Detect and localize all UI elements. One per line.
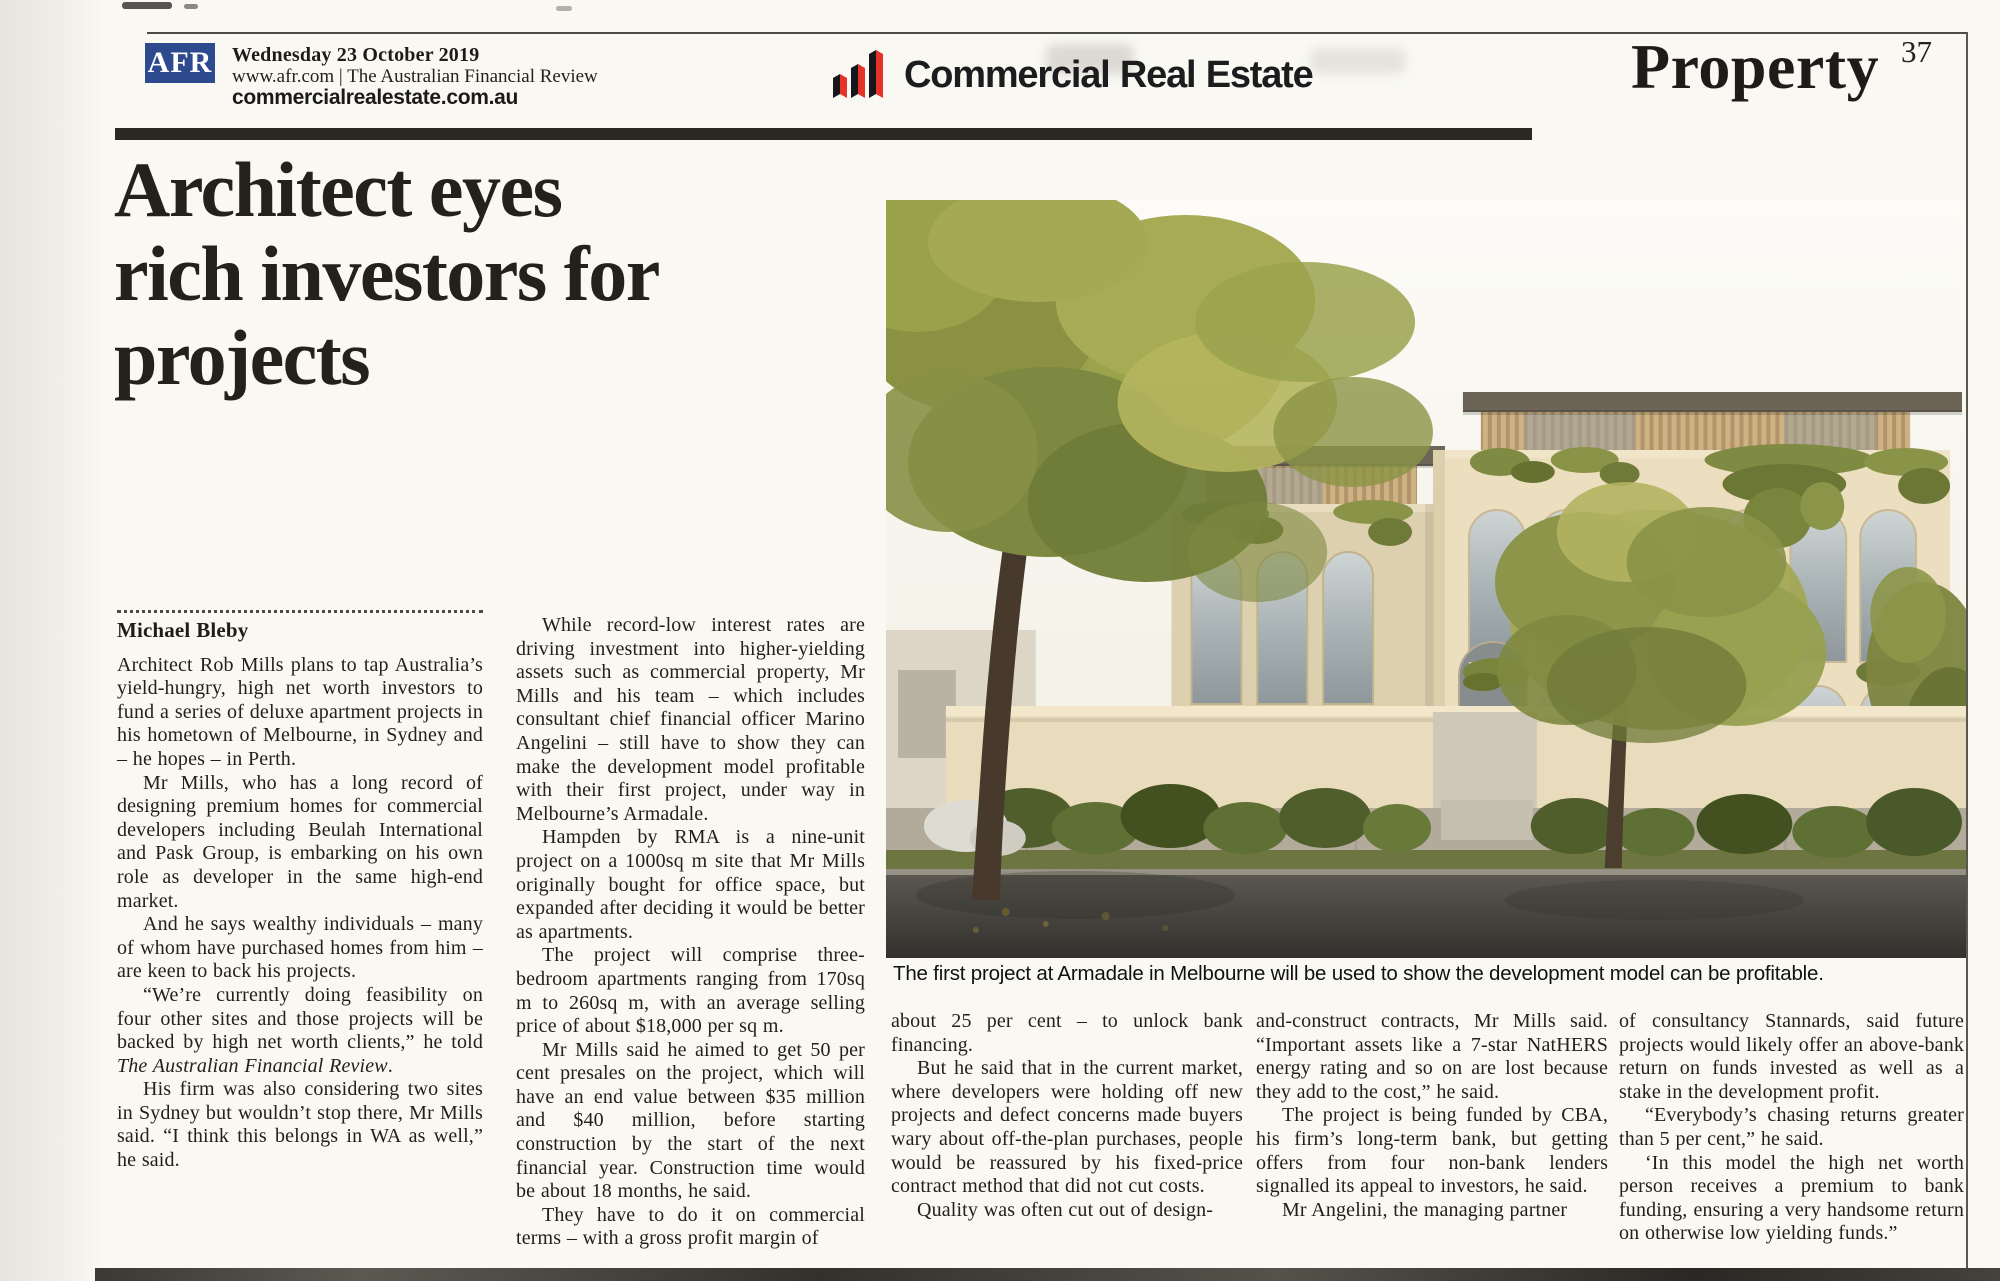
photo-caption: The first project at Armadale in Melbourne will be used to show the development model can be profitable. [893,962,1824,985]
body-paragraph: Mr Mills, who has a long record of designing premium homes for commercial developers including Beulah International and Pask Group, is embarking on his own role as developer in the same high-end market. [117,771,483,912]
cre-wordmark: Commercial Real Estate [904,53,1313,96]
byline: Michael Bleby [117,618,249,642]
masthead-site-url: commercialrealestate.com.au [232,86,519,109]
byline-block [117,610,483,644]
column-1 [117,610,483,1173]
scan-left-edge [0,0,104,1281]
body-paragraph: of consultancy Stannards, said future projects would likely offer an above-bank return on funds invested as well as a stake in the development profit. [1619,1010,1964,1103]
body-paragraph: The project is being funded by CBA, his firm’s long-term bank, but getting offers from four non-bank lenders signalled its appeal to investors, he said. [1256,1104,1608,1198]
body-paragraph: “Everybody’s chasing returns greater than 5 per cent,” he said. [1619,1104,1964,1150]
masthead-publication: www.afr.com | The Australian Financial Review [232,66,598,87]
publication-name-italic: The Australian Financial Review [117,1054,388,1077]
body-paragraph: Mr Angelini, the managing partner [1282,1198,1568,1221]
paragraph-text: “We’re currently doing feasibility on four other sites and those projects will be backed by high net worth clients,” he told [117,983,483,1054]
scan-bottom-edge [95,1268,2000,1281]
body-paragraph: about 25 per cent – to unlock bank financing. [891,1010,1243,1056]
body-paragraph: and-construct contracts, Mr Mills said. “Important assets like a 7-star NatHERS energy rating and so on are lost because they add to the cost,” he said. [1256,1010,1608,1103]
headline-rule [115,128,1532,140]
body-paragraph: Mr Mills said he aimed to get 50 per cent presales on the project, which will have an end value between $35 million and $40 million, before starting construction by the start of the next financial year. Construction time would be about 18 months, he said. [516,1038,865,1203]
column-4 [1256,1010,1608,1222]
scan-artifact [556,6,572,11]
commercial-real-estate-logo [828,46,1313,100]
column-5 [1619,1010,1964,1246]
bar-chart-logo-icon [828,46,892,100]
body-paragraph: Hampden by RMA is a nine-unit project on a 1000sq m site that Mr Mills originally bought for office space, but expanded after deciding it would be better as apartments. [516,826,865,943]
article-photo [886,200,1966,958]
body-paragraph: The project will comprise three-bedroom apartments ranging from 170sq m to 260sq m, with an average selling price of about $18,000 per sq m. [516,944,865,1038]
scan-artifact [122,2,172,9]
column-3 [891,1010,1243,1222]
headline: Architect eyes rich investors for projects [114,146,658,401]
body-paragraph: Quality was often cut out of design- [917,1198,1214,1221]
body-paragraph: But he said that in the current market, where developers were holding off new projects and defect concerns made buyers wary about off-the-plan purchases, people would be reassured by his fixed-price contract method that did not cut costs. [891,1057,1243,1198]
afr-logo: AFR [145,43,215,83]
body-paragraph: ‘In this model the high net worth person receives a premium to bank funding, ensuring a very handsome return on otherwise low yielding funds.” [1619,1151,1964,1245]
body-paragraph [117,984,483,1078]
body-paragraph: And he says wealthy individuals – many of whom have purchased homes from him – are keen to back his projects. [117,913,483,983]
body-paragraph: His firm was also considering two sites in Sydney but wouldn’t stop there, Mr Mills said. “I think this belongs in WA as well,” he said. [117,1078,483,1172]
section-title: Property [1631,31,1880,102]
masthead-date: Wednesday 23 October 2019 [232,44,480,66]
street-and-garden [886,706,1966,958]
column-2 [516,614,865,1251]
paragraph-text: . [387,1054,393,1077]
page-number: 37 [1901,34,1932,69]
scan-artifact [184,4,198,9]
body-paragraph: Architect Rob Mills plans to tap Australia’s yield-hungry, high net worth investors to fund a series of deluxe apartment projects in his hometown of Melbourne, in Sydney and – he hopes – in Perth. [117,653,483,770]
body-paragraph: While record-low interest rates are driving investment into higher-yielding assets such as commercial property, Mr Mills and his team – which includes consultant chief financial officer Marino Angelini – still have to show they can make the development model profitable with their first project, under way in Melbourne’s Armadale. [516,614,865,825]
body-paragraph: They have to do it on commercial terms – with a gross profit margin of [516,1203,865,1250]
print-bleed-artifact [1310,48,1406,74]
page-edge-line [1966,32,1968,1281]
